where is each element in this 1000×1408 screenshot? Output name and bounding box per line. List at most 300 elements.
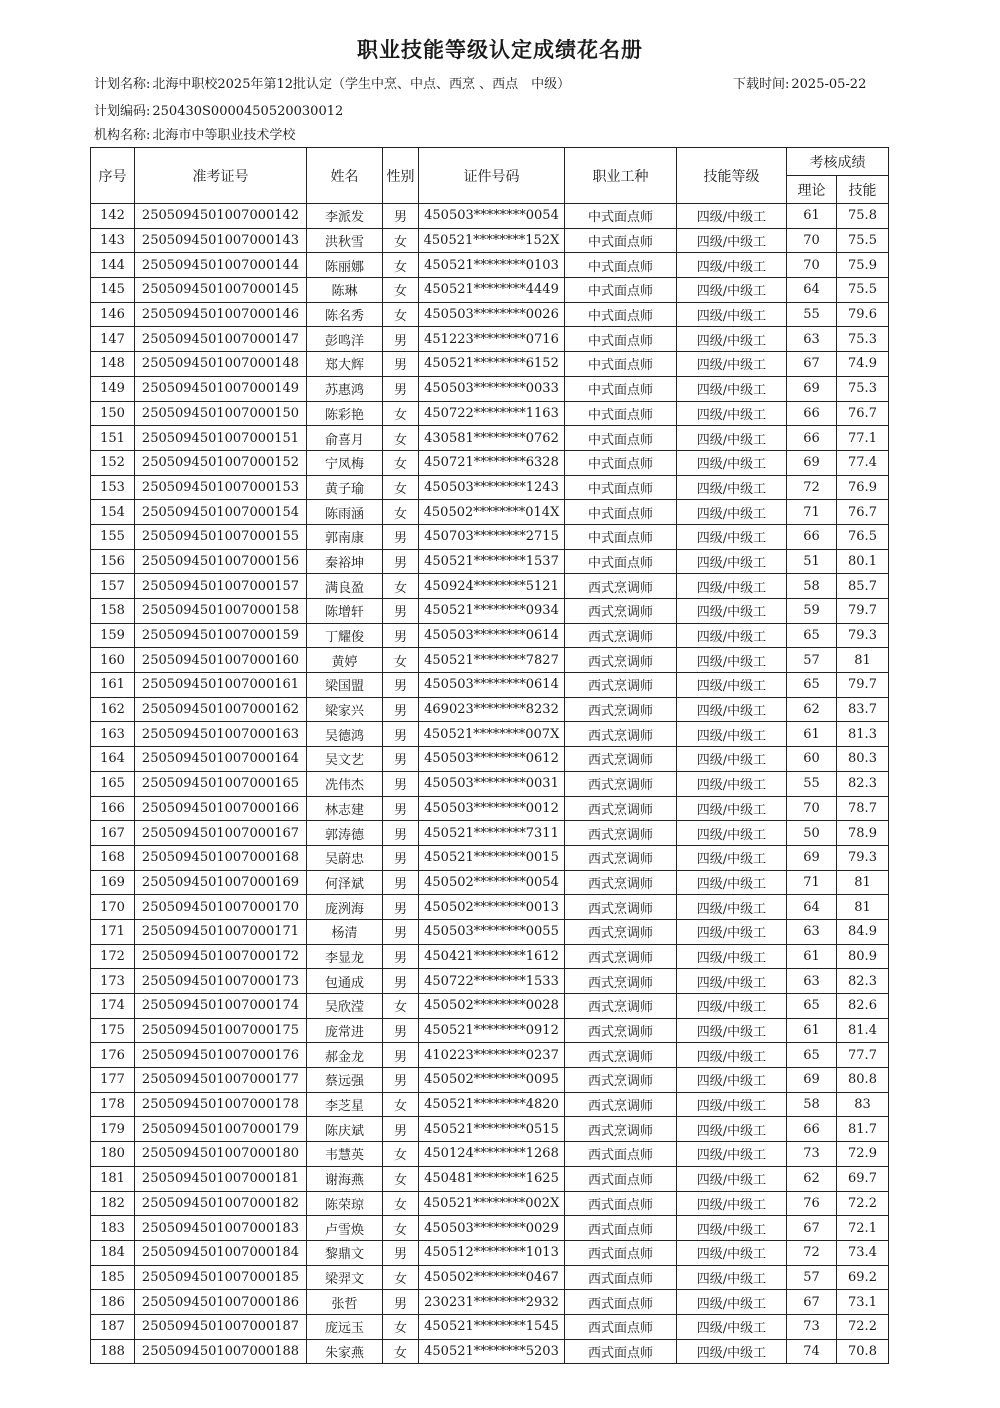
cell-id: 450503********0054 <box>419 204 565 229</box>
cell-name: 卢雪焕 <box>307 1216 383 1241</box>
cell-level: 四级/中级工 <box>677 1117 787 1142</box>
cell-ticket: 2505094501007000171 <box>135 919 307 944</box>
cell-gender: 女 <box>383 1339 419 1364</box>
cell-name: 梁国盟 <box>307 673 383 698</box>
table-row <box>91 475 889 500</box>
cell-name: 郭涛德 <box>307 821 383 846</box>
cell-ticket: 2505094501007000182 <box>135 1191 307 1216</box>
cell-gender: 男 <box>383 845 419 870</box>
cell-id: 450421********1612 <box>419 944 565 969</box>
cell-seq: 188 <box>91 1339 135 1364</box>
cell-name: 郝金龙 <box>307 1043 383 1068</box>
table-row <box>91 747 889 772</box>
cell-job: 西式面点师 <box>565 1339 677 1364</box>
cell-id: 450481********1625 <box>419 1166 565 1191</box>
cell-name: 蔡远强 <box>307 1068 383 1093</box>
cell-gender: 男 <box>383 1043 419 1068</box>
cell-level: 四级/中级工 <box>677 1314 787 1339</box>
table-row <box>91 500 889 525</box>
cell-job: 中式面点师 <box>565 253 677 278</box>
table-row <box>91 401 889 426</box>
cell-skill: 73.1 <box>837 1290 889 1315</box>
cell-skill: 81 <box>837 648 889 673</box>
cell-level: 四级/中级工 <box>677 475 787 500</box>
cell-id: 450521********4449 <box>419 278 565 303</box>
table-body <box>91 204 889 1364</box>
cell-skill: 79.7 <box>837 673 889 698</box>
cell-ticket: 2505094501007000151 <box>135 426 307 451</box>
cell-gender: 女 <box>383 278 419 303</box>
cell-ticket: 2505094501007000166 <box>135 796 307 821</box>
cell-seq: 177 <box>91 1068 135 1093</box>
cell-id: 450521********7827 <box>419 648 565 673</box>
cell-theory: 63 <box>787 327 837 352</box>
cell-job: 西式烹调师 <box>565 870 677 895</box>
table-row <box>91 1068 889 1093</box>
cell-ticket: 2505094501007000158 <box>135 599 307 624</box>
cell-seq: 158 <box>91 599 135 624</box>
cell-skill: 81.4 <box>837 1018 889 1043</box>
cell-level: 四级/中级工 <box>677 1240 787 1265</box>
cell-name: 苏惠鸿 <box>307 376 383 401</box>
cell-seq: 172 <box>91 944 135 969</box>
org-name-label: 机构名称: <box>94 128 151 143</box>
cell-seq: 148 <box>91 352 135 377</box>
cell-ticket: 2505094501007000177 <box>135 1068 307 1093</box>
cell-level: 四级/中级工 <box>677 1191 787 1216</box>
cell-seq: 155 <box>91 524 135 549</box>
download-time-label: 下载时间: <box>733 77 790 92</box>
cell-name: 杨清 <box>307 919 383 944</box>
cell-theory: 76 <box>787 1191 837 1216</box>
cell-skill: 69.2 <box>837 1265 889 1290</box>
cell-id: 450503********0614 <box>419 673 565 698</box>
cell-theory: 70 <box>787 228 837 253</box>
cell-ticket: 2505094501007000183 <box>135 1216 307 1241</box>
header-ticket: 准考证号 <box>135 148 307 204</box>
cell-job: 西式面点师 <box>565 1142 677 1167</box>
cell-seq: 146 <box>91 302 135 327</box>
cell-ticket: 2505094501007000172 <box>135 944 307 969</box>
cell-theory: 55 <box>787 771 837 796</box>
cell-gender: 男 <box>383 747 419 772</box>
table-row <box>91 1142 889 1167</box>
cell-ticket: 2505094501007000150 <box>135 401 307 426</box>
cell-gender: 女 <box>383 1216 419 1241</box>
cell-gender: 女 <box>383 1314 419 1339</box>
cell-theory: 72 <box>787 1240 837 1265</box>
cell-ticket: 2505094501007000163 <box>135 722 307 747</box>
cell-id: 450722********1163 <box>419 401 565 426</box>
cell-name: 吴德鸿 <box>307 722 383 747</box>
cell-job: 西式烹调师 <box>565 722 677 747</box>
cell-skill: 83.7 <box>837 697 889 722</box>
cell-seq: 184 <box>91 1240 135 1265</box>
cell-level: 四级/中级工 <box>677 1290 787 1315</box>
cell-skill: 75.5 <box>837 228 889 253</box>
cell-level: 四级/中级工 <box>677 722 787 747</box>
cell-gender: 女 <box>383 1265 419 1290</box>
cell-ticket: 2505094501007000147 <box>135 327 307 352</box>
cell-id: 450502********0013 <box>419 895 565 920</box>
cell-skill: 73.4 <box>837 1240 889 1265</box>
cell-id: 469023********8232 <box>419 697 565 722</box>
table-row <box>91 450 889 475</box>
cell-level: 四级/中级工 <box>677 524 787 549</box>
cell-job: 西式烹调师 <box>565 919 677 944</box>
cell-gender: 女 <box>383 994 419 1019</box>
cell-skill: 82.6 <box>837 994 889 1019</box>
header-name: 姓名 <box>307 148 383 204</box>
cell-seq: 144 <box>91 253 135 278</box>
org-name-value: 北海市中等职业技术学校 <box>152 128 296 143</box>
cell-ticket: 2505094501007000165 <box>135 771 307 796</box>
cell-seq: 179 <box>91 1117 135 1142</box>
cell-ticket: 2505094501007000156 <box>135 549 307 574</box>
cell-ticket: 2505094501007000173 <box>135 969 307 994</box>
cell-level: 四级/中级工 <box>677 870 787 895</box>
cell-gender: 女 <box>383 1166 419 1191</box>
header-theory: 理论 <box>787 176 837 204</box>
cell-skill: 81.7 <box>837 1117 889 1142</box>
cell-theory: 61 <box>787 944 837 969</box>
cell-level: 四级/中级工 <box>677 1043 787 1068</box>
cell-seq: 143 <box>91 228 135 253</box>
cell-ticket: 2505094501007000170 <box>135 895 307 920</box>
plan-code-label: 计划编码: <box>94 104 151 119</box>
cell-name: 满良盈 <box>307 574 383 599</box>
cell-gender: 男 <box>383 722 419 747</box>
header-gender: 性别 <box>383 148 419 204</box>
cell-level: 四级/中级工 <box>677 796 787 821</box>
cell-job: 西式烹调师 <box>565 574 677 599</box>
cell-job: 中式面点师 <box>565 475 677 500</box>
cell-level: 四级/中级工 <box>677 673 787 698</box>
cell-job: 西式面点师 <box>565 1216 677 1241</box>
cell-ticket: 2505094501007000178 <box>135 1092 307 1117</box>
cell-skill: 77.1 <box>837 426 889 451</box>
cell-theory: 70 <box>787 796 837 821</box>
cell-seq: 142 <box>91 204 135 229</box>
cell-level: 四级/中级工 <box>677 1018 787 1043</box>
cell-skill: 79.3 <box>837 845 889 870</box>
cell-name: 彭鸣洋 <box>307 327 383 352</box>
cell-level: 四级/中级工 <box>677 1339 787 1364</box>
cell-name: 张哲 <box>307 1290 383 1315</box>
cell-name: 陈雨涵 <box>307 500 383 525</box>
table-row <box>91 1117 889 1142</box>
cell-theory: 50 <box>787 821 837 846</box>
cell-theory: 61 <box>787 722 837 747</box>
table-row <box>91 1166 889 1191</box>
cell-name: 郑大辉 <box>307 352 383 377</box>
table-row <box>91 623 889 648</box>
cell-ticket: 2505094501007000157 <box>135 574 307 599</box>
table-row <box>91 376 889 401</box>
cell-seq: 178 <box>91 1092 135 1117</box>
cell-skill: 80.9 <box>837 944 889 969</box>
cell-gender: 男 <box>383 697 419 722</box>
cell-theory: 65 <box>787 623 837 648</box>
table-row <box>91 673 889 698</box>
cell-seq: 164 <box>91 747 135 772</box>
cell-name: 陈彩艳 <box>307 401 383 426</box>
table-row <box>91 426 889 451</box>
table-row <box>91 599 889 624</box>
cell-ticket: 2505094501007000186 <box>135 1290 307 1315</box>
cell-gender: 男 <box>383 796 419 821</box>
table-row <box>91 352 889 377</box>
cell-skill: 75.3 <box>837 327 889 352</box>
cell-skill: 84.9 <box>837 919 889 944</box>
table-row <box>91 1191 889 1216</box>
cell-id: 450502********0095 <box>419 1068 565 1093</box>
cell-name: 梁家兴 <box>307 697 383 722</box>
cell-level: 四级/中级工 <box>677 574 787 599</box>
cell-name: 陈名秀 <box>307 302 383 327</box>
table-row <box>91 1314 889 1339</box>
cell-job: 西式烹调师 <box>565 697 677 722</box>
cell-gender: 男 <box>383 821 419 846</box>
cell-ticket: 2505094501007000187 <box>135 1314 307 1339</box>
cell-gender: 男 <box>383 623 419 648</box>
table-row <box>91 302 889 327</box>
cell-job: 中式面点师 <box>565 278 677 303</box>
cell-theory: 65 <box>787 994 837 1019</box>
table-row <box>91 1240 889 1265</box>
cell-seq: 161 <box>91 673 135 698</box>
cell-gender: 女 <box>383 401 419 426</box>
cell-gender: 女 <box>383 302 419 327</box>
cell-ticket: 2505094501007000185 <box>135 1265 307 1290</box>
cell-skill: 76.9 <box>837 475 889 500</box>
cell-job: 西式面点师 <box>565 1265 677 1290</box>
cell-job: 西式烹调师 <box>565 821 677 846</box>
plan-code <box>94 100 343 119</box>
table-row <box>91 549 889 574</box>
cell-theory: 69 <box>787 1068 837 1093</box>
cell-job: 西式烹调师 <box>565 771 677 796</box>
cell-skill: 80.8 <box>837 1068 889 1093</box>
cell-ticket: 2505094501007000174 <box>135 994 307 1019</box>
cell-skill: 72.2 <box>837 1191 889 1216</box>
cell-gender: 女 <box>383 228 419 253</box>
cell-seq: 171 <box>91 919 135 944</box>
cell-id: 450521********0015 <box>419 845 565 870</box>
cell-id: 450703********2715 <box>419 524 565 549</box>
cell-seq: 180 <box>91 1142 135 1167</box>
page-title: 职业技能等级认定成绩花名册 <box>357 37 643 62</box>
cell-job: 西式烹调师 <box>565 1043 677 1068</box>
cell-id: 450521********6152 <box>419 352 565 377</box>
cell-theory: 63 <box>787 919 837 944</box>
cell-id: 450722********1533 <box>419 969 565 994</box>
table-row <box>91 944 889 969</box>
cell-id: 450521********152X <box>419 228 565 253</box>
cell-skill: 78.7 <box>837 796 889 821</box>
cell-theory: 69 <box>787 376 837 401</box>
cell-gender: 女 <box>383 1092 419 1117</box>
cell-theory: 57 <box>787 1265 837 1290</box>
cell-name: 吴欣滢 <box>307 994 383 1019</box>
cell-theory: 66 <box>787 401 837 426</box>
cell-skill: 75.3 <box>837 376 889 401</box>
cell-theory: 55 <box>787 302 837 327</box>
cell-job: 西式烹调师 <box>565 747 677 772</box>
cell-id: 450721********6328 <box>419 450 565 475</box>
cell-skill: 69.7 <box>837 1166 889 1191</box>
table-row <box>91 1018 889 1043</box>
cell-job: 中式面点师 <box>565 352 677 377</box>
cell-gender: 女 <box>383 475 419 500</box>
cell-seq: 152 <box>91 450 135 475</box>
cell-ticket: 2505094501007000142 <box>135 204 307 229</box>
header-score: 考核成绩 <box>787 148 889 176</box>
cell-level: 四级/中级工 <box>677 450 787 475</box>
cell-level: 四级/中级工 <box>677 944 787 969</box>
cell-job: 西式烹调师 <box>565 648 677 673</box>
cell-level: 四级/中级工 <box>677 204 787 229</box>
cell-job: 中式面点师 <box>565 376 677 401</box>
cell-level: 四级/中级工 <box>677 500 787 525</box>
cell-id: 450521********0515 <box>419 1117 565 1142</box>
cell-skill: 75.5 <box>837 278 889 303</box>
table-row <box>91 870 889 895</box>
cell-ticket: 2505094501007000169 <box>135 870 307 895</box>
cell-skill: 79.3 <box>837 623 889 648</box>
cell-seq: 174 <box>91 994 135 1019</box>
table-row <box>91 1092 889 1117</box>
cell-job: 中式面点师 <box>565 524 677 549</box>
cell-name: 梁羿文 <box>307 1265 383 1290</box>
cell-id: 450503********0612 <box>419 747 565 772</box>
cell-skill: 81 <box>837 870 889 895</box>
cell-skill: 83 <box>837 1092 889 1117</box>
cell-seq: 165 <box>91 771 135 796</box>
cell-name: 庞远玉 <box>307 1314 383 1339</box>
cell-gender: 男 <box>383 1018 419 1043</box>
cell-level: 四级/中级工 <box>677 401 787 426</box>
cell-name: 林志建 <box>307 796 383 821</box>
cell-seq: 160 <box>91 648 135 673</box>
cell-id: 430581********0762 <box>419 426 565 451</box>
cell-skill: 75.9 <box>837 253 889 278</box>
cell-id: 450521********4820 <box>419 1092 565 1117</box>
cell-seq: 151 <box>91 426 135 451</box>
cell-level: 四级/中级工 <box>677 1068 787 1093</box>
cell-id: 450521********1545 <box>419 1314 565 1339</box>
cell-theory: 58 <box>787 1092 837 1117</box>
cell-ticket: 2505094501007000175 <box>135 1018 307 1043</box>
plan-name <box>94 73 570 92</box>
cell-job: 西式烹调师 <box>565 895 677 920</box>
cell-job: 西式烹调师 <box>565 599 677 624</box>
cell-seq: 167 <box>91 821 135 846</box>
cell-skill: 80.3 <box>837 747 889 772</box>
cell-theory: 72 <box>787 475 837 500</box>
cell-level: 四级/中级工 <box>677 994 787 1019</box>
table-row <box>91 1290 889 1315</box>
cell-id: 450521********0912 <box>419 1018 565 1043</box>
cell-skill: 70.8 <box>837 1339 889 1364</box>
table-row <box>91 574 889 599</box>
cell-level: 四级/中级工 <box>677 747 787 772</box>
cell-name: 包通成 <box>307 969 383 994</box>
cell-ticket: 2505094501007000179 <box>135 1117 307 1142</box>
cell-gender: 女 <box>383 500 419 525</box>
cell-seq: 169 <box>91 870 135 895</box>
cell-seq: 157 <box>91 574 135 599</box>
cell-gender: 男 <box>383 969 419 994</box>
cell-theory: 67 <box>787 352 837 377</box>
cell-theory: 61 <box>787 1018 837 1043</box>
table-row <box>91 919 889 944</box>
cell-skill: 72.9 <box>837 1142 889 1167</box>
header-job: 职业工种 <box>565 148 677 204</box>
cell-job: 中式面点师 <box>565 204 677 229</box>
cell-name: 庞洌海 <box>307 895 383 920</box>
cell-name: 何泽斌 <box>307 870 383 895</box>
table-row <box>91 524 889 549</box>
cell-skill: 80.1 <box>837 549 889 574</box>
cell-name: 陈增轩 <box>307 599 383 624</box>
cell-name: 朱家燕 <box>307 1339 383 1364</box>
cell-gender: 男 <box>383 870 419 895</box>
table-row <box>91 278 889 303</box>
cell-theory: 51 <box>787 549 837 574</box>
cell-id: 230231********2932 <box>419 1290 565 1315</box>
plan-name-label: 计划名称: <box>94 77 151 92</box>
cell-id: 450124********1268 <box>419 1142 565 1167</box>
cell-gender: 女 <box>383 1142 419 1167</box>
cell-job: 中式面点师 <box>565 450 677 475</box>
cell-name: 李显龙 <box>307 944 383 969</box>
cell-skill: 74.9 <box>837 352 889 377</box>
cell-level: 四级/中级工 <box>677 845 787 870</box>
cell-seq: 175 <box>91 1018 135 1043</box>
cell-name: 陈丽娜 <box>307 253 383 278</box>
cell-seq: 187 <box>91 1314 135 1339</box>
cell-skill: 72.2 <box>837 1314 889 1339</box>
cell-job: 西式烹调师 <box>565 796 677 821</box>
cell-job: 中式面点师 <box>565 500 677 525</box>
cell-job: 中式面点师 <box>565 426 677 451</box>
table-row <box>91 1265 889 1290</box>
cell-level: 四级/中级工 <box>677 327 787 352</box>
cell-level: 四级/中级工 <box>677 969 787 994</box>
cell-gender: 男 <box>383 1240 419 1265</box>
cell-theory: 64 <box>787 895 837 920</box>
cell-theory: 63 <box>787 969 837 994</box>
cell-level: 四级/中级工 <box>677 376 787 401</box>
cell-level: 四级/中级工 <box>677 771 787 796</box>
cell-ticket: 2505094501007000184 <box>135 1240 307 1265</box>
table-header-row <box>91 148 889 176</box>
cell-seq: 156 <box>91 549 135 574</box>
cell-level: 四级/中级工 <box>677 302 787 327</box>
cell-theory: 58 <box>787 574 837 599</box>
cell-id: 451223********0716 <box>419 327 565 352</box>
table-row <box>91 845 889 870</box>
cell-gender: 男 <box>383 1117 419 1142</box>
cell-skill: 77.7 <box>837 1043 889 1068</box>
cell-level: 四级/中级工 <box>677 228 787 253</box>
cell-job: 中式面点师 <box>565 228 677 253</box>
download-time-value: 2025-05-22 <box>791 77 867 92</box>
cell-gender: 男 <box>383 771 419 796</box>
cell-seq: 162 <box>91 697 135 722</box>
cell-ticket: 2505094501007000160 <box>135 648 307 673</box>
